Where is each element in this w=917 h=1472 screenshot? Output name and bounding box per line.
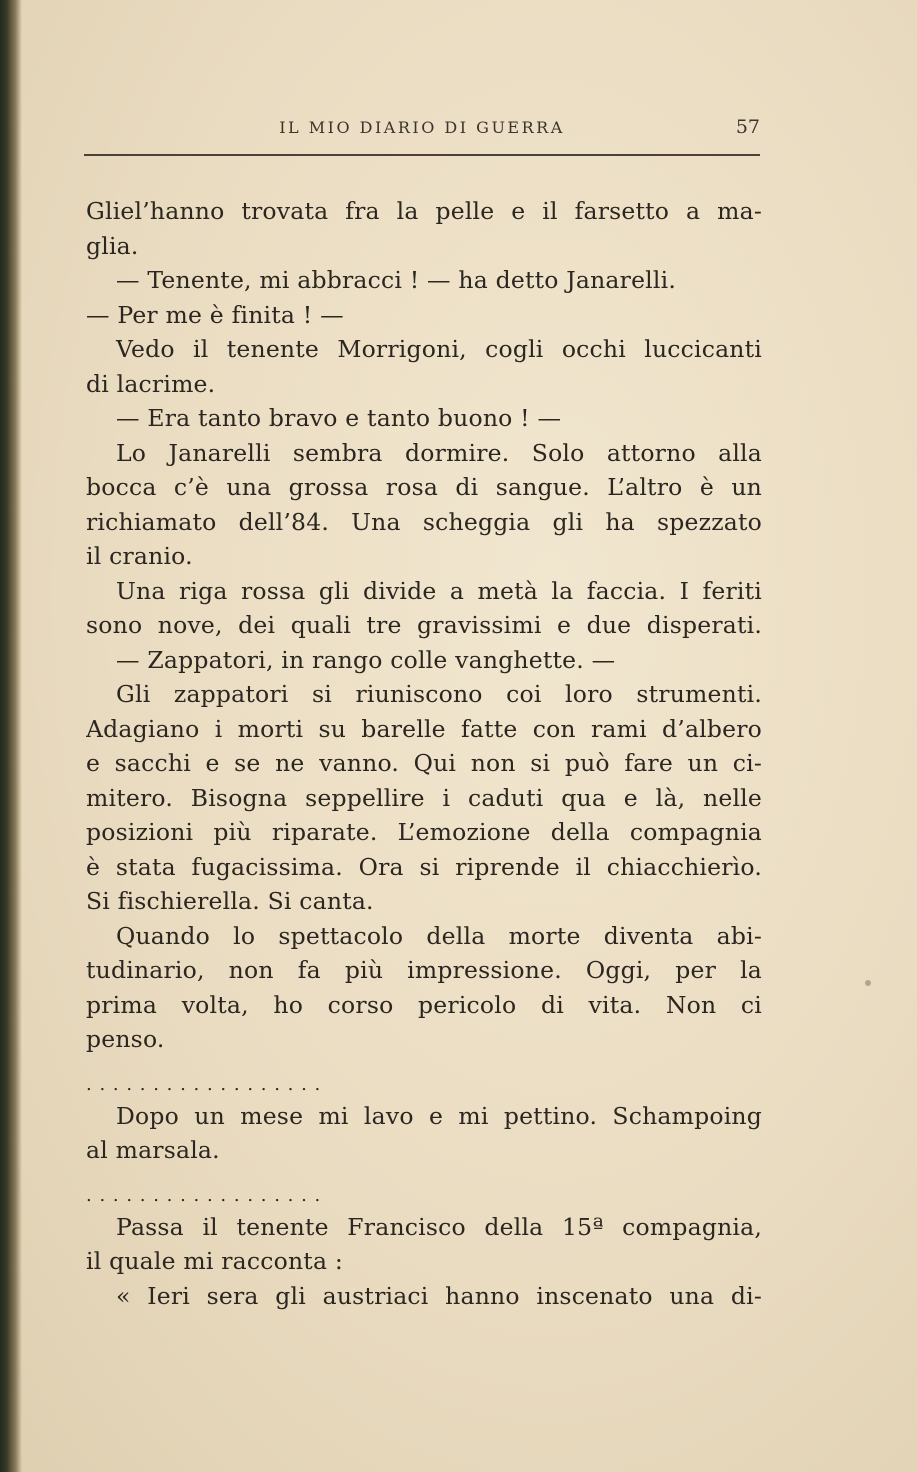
text-line: — Per me è finita ! — [86, 300, 344, 329]
text-line: è stata fugacissima. Ora si riprende il chiacchierìo. [86, 852, 762, 881]
book-spine-shadow [0, 0, 22, 1472]
text-line: — Tenente, mi abbracci ! — ha detto Janarelli. [116, 266, 677, 294]
text-line: sono nove, dei quali tre gravissimi e due disperati. [86, 611, 762, 639]
text-line: tudinario, non fa più impressione. Oggi, per la [86, 956, 762, 984]
text-line: Adagiano i morti su barelle fatte con rami d’albero [86, 714, 762, 743]
text-line: richiamato dell’84. Una scheggia gli ha spezzato [86, 507, 762, 536]
text-line: prima volta, ho corso pericolo di vita. Non ci [86, 990, 762, 1019]
dots-separator: . . . . . . . . . . . . . . . . . . [86, 1073, 322, 1095]
text-line: glia. [86, 231, 139, 260]
text-line: al marsala. [86, 1136, 220, 1164]
text-line: Lo Janarelli sembra dormire. Solo attorno alla [116, 438, 762, 467]
section-gap [86, 1057, 762, 1071]
text-line: Vedo il tenente Morrigoni, cogli occhi luccicanti [116, 335, 762, 363]
text-line: Dopo un mese mi lavo e mi pettino. Schampoing [116, 1101, 762, 1130]
text-line: « Ieri sera gli austriaci hanno inscenato una di- [116, 1281, 762, 1310]
header-rule [84, 154, 760, 156]
text-line: Passa il tenente Francisco della 15ª compagnia, [116, 1212, 762, 1241]
text-line: di lacrime. [86, 369, 216, 398]
running-head [84, 118, 760, 142]
text-line: Gliel’hanno trovata fra la pelle e il farsetto a ma- [86, 197, 762, 225]
text-line: Una riga rossa gli divide a metà la faccia. I feriti [116, 576, 762, 605]
text-line: posizioni più riparate. L’emozione della compagnia [86, 818, 762, 846]
text-line: il quale mi racconta : [86, 1247, 343, 1275]
text-line: Si fischierella. Si canta. [86, 887, 374, 915]
text-line: — Zappatori, in rango colle vanghette. — [116, 645, 616, 674]
body-text [86, 194, 762, 1313]
text-line: penso. [86, 1025, 165, 1053]
running-title: IL MIO DIARIO DI GUERRA [279, 118, 565, 137]
text-line: Gli zappatori si riuniscono coi loro strumenti. [116, 680, 762, 708]
text-line: bocca c’è una grossa rosa di sangue. L’altro è un [86, 473, 762, 501]
text-line: e sacchi e se ne vanno. Qui non si può fare un ci- [86, 749, 762, 777]
text-line: — Era tanto bravo e tanto buono ! — [116, 404, 562, 432]
text-line: Quando lo spettacolo della morte diventa abi- [116, 921, 762, 950]
section-gap [86, 1168, 762, 1182]
text-line: mitero. Bisogna seppellire i caduti qua e là, nelle [86, 783, 762, 812]
page-number: 57 [735, 116, 760, 138]
paper-stain [865, 980, 871, 986]
dots-separator: . . . . . . . . . . . . . . . . . . [86, 1184, 322, 1206]
text-line: il cranio. [86, 542, 193, 570]
